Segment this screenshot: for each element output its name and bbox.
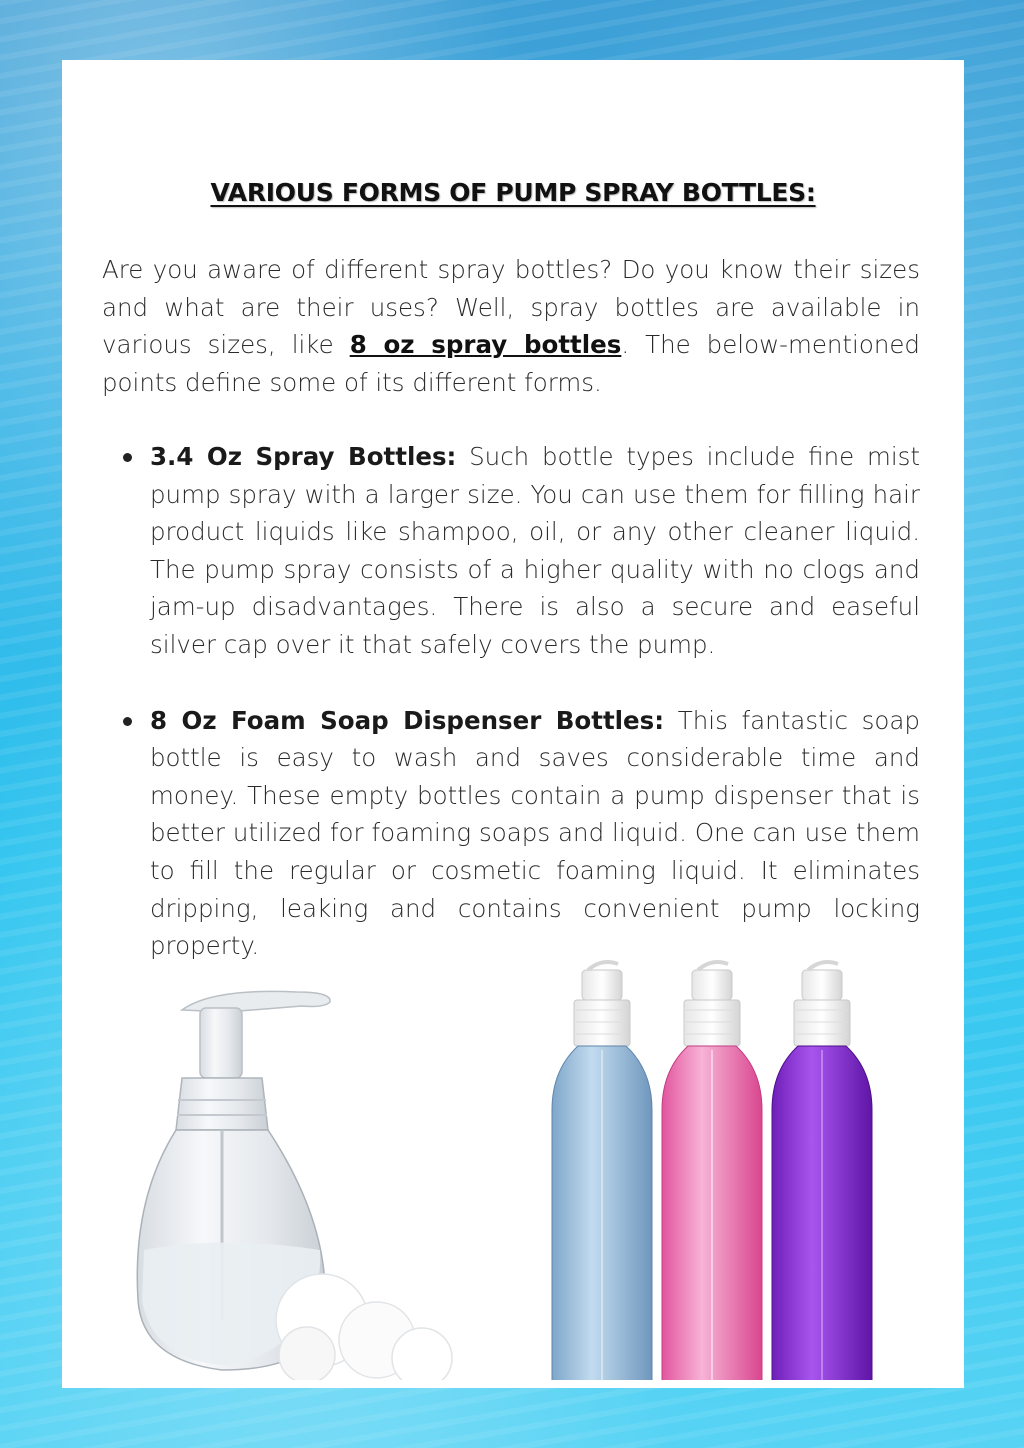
intro-text-after: . The below-mentioned points define some of its different forms.	[102, 330, 920, 397]
foam-soap-dispenser-image	[137, 991, 452, 1380]
list-item	[150, 438, 920, 664]
intro-paragraph	[102, 251, 920, 401]
intro-text-before: Are you aware of different spray bottles? Do you know their sizes and what are their uses? Well, spray bottles are available in various sizes, like	[102, 255, 920, 360]
product-images	[62, 900, 964, 1380]
list-item-text: This fantastic soap bottle is easy to wash and saves considerable time and money. These empty bottles contain a pump dispenser that is better utilized for foaming soaps and liquid. One can use them to fill the regular or cosmetic foaming liquid. It eliminates dripping, leaking and contains convenient pump locking property.	[150, 705, 920, 961]
list-item-heading: 3.4 Oz Spray Bottles:	[150, 442, 457, 471]
list-item-text: Such bottle types include fine mist pump spray with a larger size. You can use them for filling hair product liquids like shampoo, oil, or any other cleaner liquid. The pump spray consists of a higher quality with no clogs and jam-up disadvantages. There is also a secure and easeful silver cap over it that safely covers the pump.	[150, 442, 920, 659]
spray-bottle-purple-image	[772, 962, 872, 1380]
list-item-heading: 8 Oz Foam Soap Dispenser Bottles:	[150, 705, 665, 735]
spray-bottle-blue-image	[552, 962, 652, 1380]
spray-bottles-link[interactable]: 8 oz spray bottles	[349, 330, 622, 360]
page-title: VARIOUS FORMS OF PUMP SPRAY BOTTLES:	[210, 178, 816, 207]
content-card	[62, 60, 964, 1388]
spray-bottle-pink-image	[662, 962, 762, 1380]
